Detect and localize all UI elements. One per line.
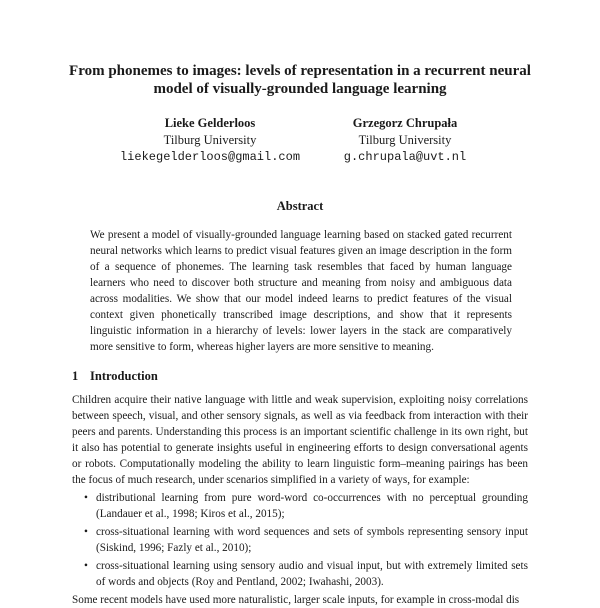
abstract-text: We present a model of visually-grounded language learning based on stacked gated recurrent neural networks which learns to predict visual features given an image description in the form of a sequence of phonemes. The learning task resembles that faced by human language learners who need to discover both structure and meaning from noisy and ambiguous data across modalities. We show that our model indeed learns to predict features of the visual context given phonetically transcribed image descriptions, and show that it represents linguistic information in a hierarchy of levels: lower layers in the stack are comparatively more sensitive to form, whereas higher layers are more sensitive to meaning. — [90, 229, 512, 353]
author-name: Lieke Gelderloos — [164, 116, 256, 130]
author-email: liekegelderloos@gmail.com — [119, 150, 301, 164]
intro-paragraph: Children acquire their native language with little and weak supervision, exploiting noisy correlations between speech, visual, and other sensory signals, as well as via feedback from interaction with their peers and parents. Understanding this process is an important scientific challenge in its own right, but it also has potential to generate insights useful in engineering efforts to design conversational agents or robots. Computationally modeling the ability to learn linguistic form–meaning pairings has been the focus of much research, under scenarios simplified in a variety of ways, for example: — [72, 394, 528, 486]
author-email: g.chrupala@uvt.nl — [343, 150, 467, 164]
author-block-1 — [100, 115, 320, 166]
author-affiliation: Tilburg University — [163, 133, 257, 147]
list-item: • cross-situational learning with word sequences and sets of symbols representing sensory input (Siskind, 1996; Fazly et al., 2010); — [84, 524, 528, 556]
bullet-list — [84, 490, 528, 592]
section-number: 1 — [72, 369, 79, 383]
author-affiliation: Tilburg University — [358, 133, 452, 147]
list-item: • distributional learning from pure word-word co-occurrences with no perceptual grounding (Landauer et al., 1998; Kiros et al., 2015); — [84, 490, 528, 522]
list-item: • cross-situational learning using sensory audio and visual input, but with extremely limited sets of words and objects (Roy and Pentland, 2002; Iwahashi, 2003). — [84, 558, 528, 590]
author-block-2 — [300, 115, 510, 166]
section-heading — [72, 369, 158, 384]
abstract-heading: Abstract — [276, 199, 324, 213]
paper-title: From phonemes to images: levels of representation in a recurrent neural model of visually-grounded language learning — [69, 63, 531, 97]
section-title: Introduction — [90, 369, 158, 383]
continuation-paragraph: Some recent models have used more naturalistic, larger scale inputs, for example in cross-modal dis — [72, 594, 520, 606]
author-name: Grzegorz Chrupała — [352, 116, 458, 130]
